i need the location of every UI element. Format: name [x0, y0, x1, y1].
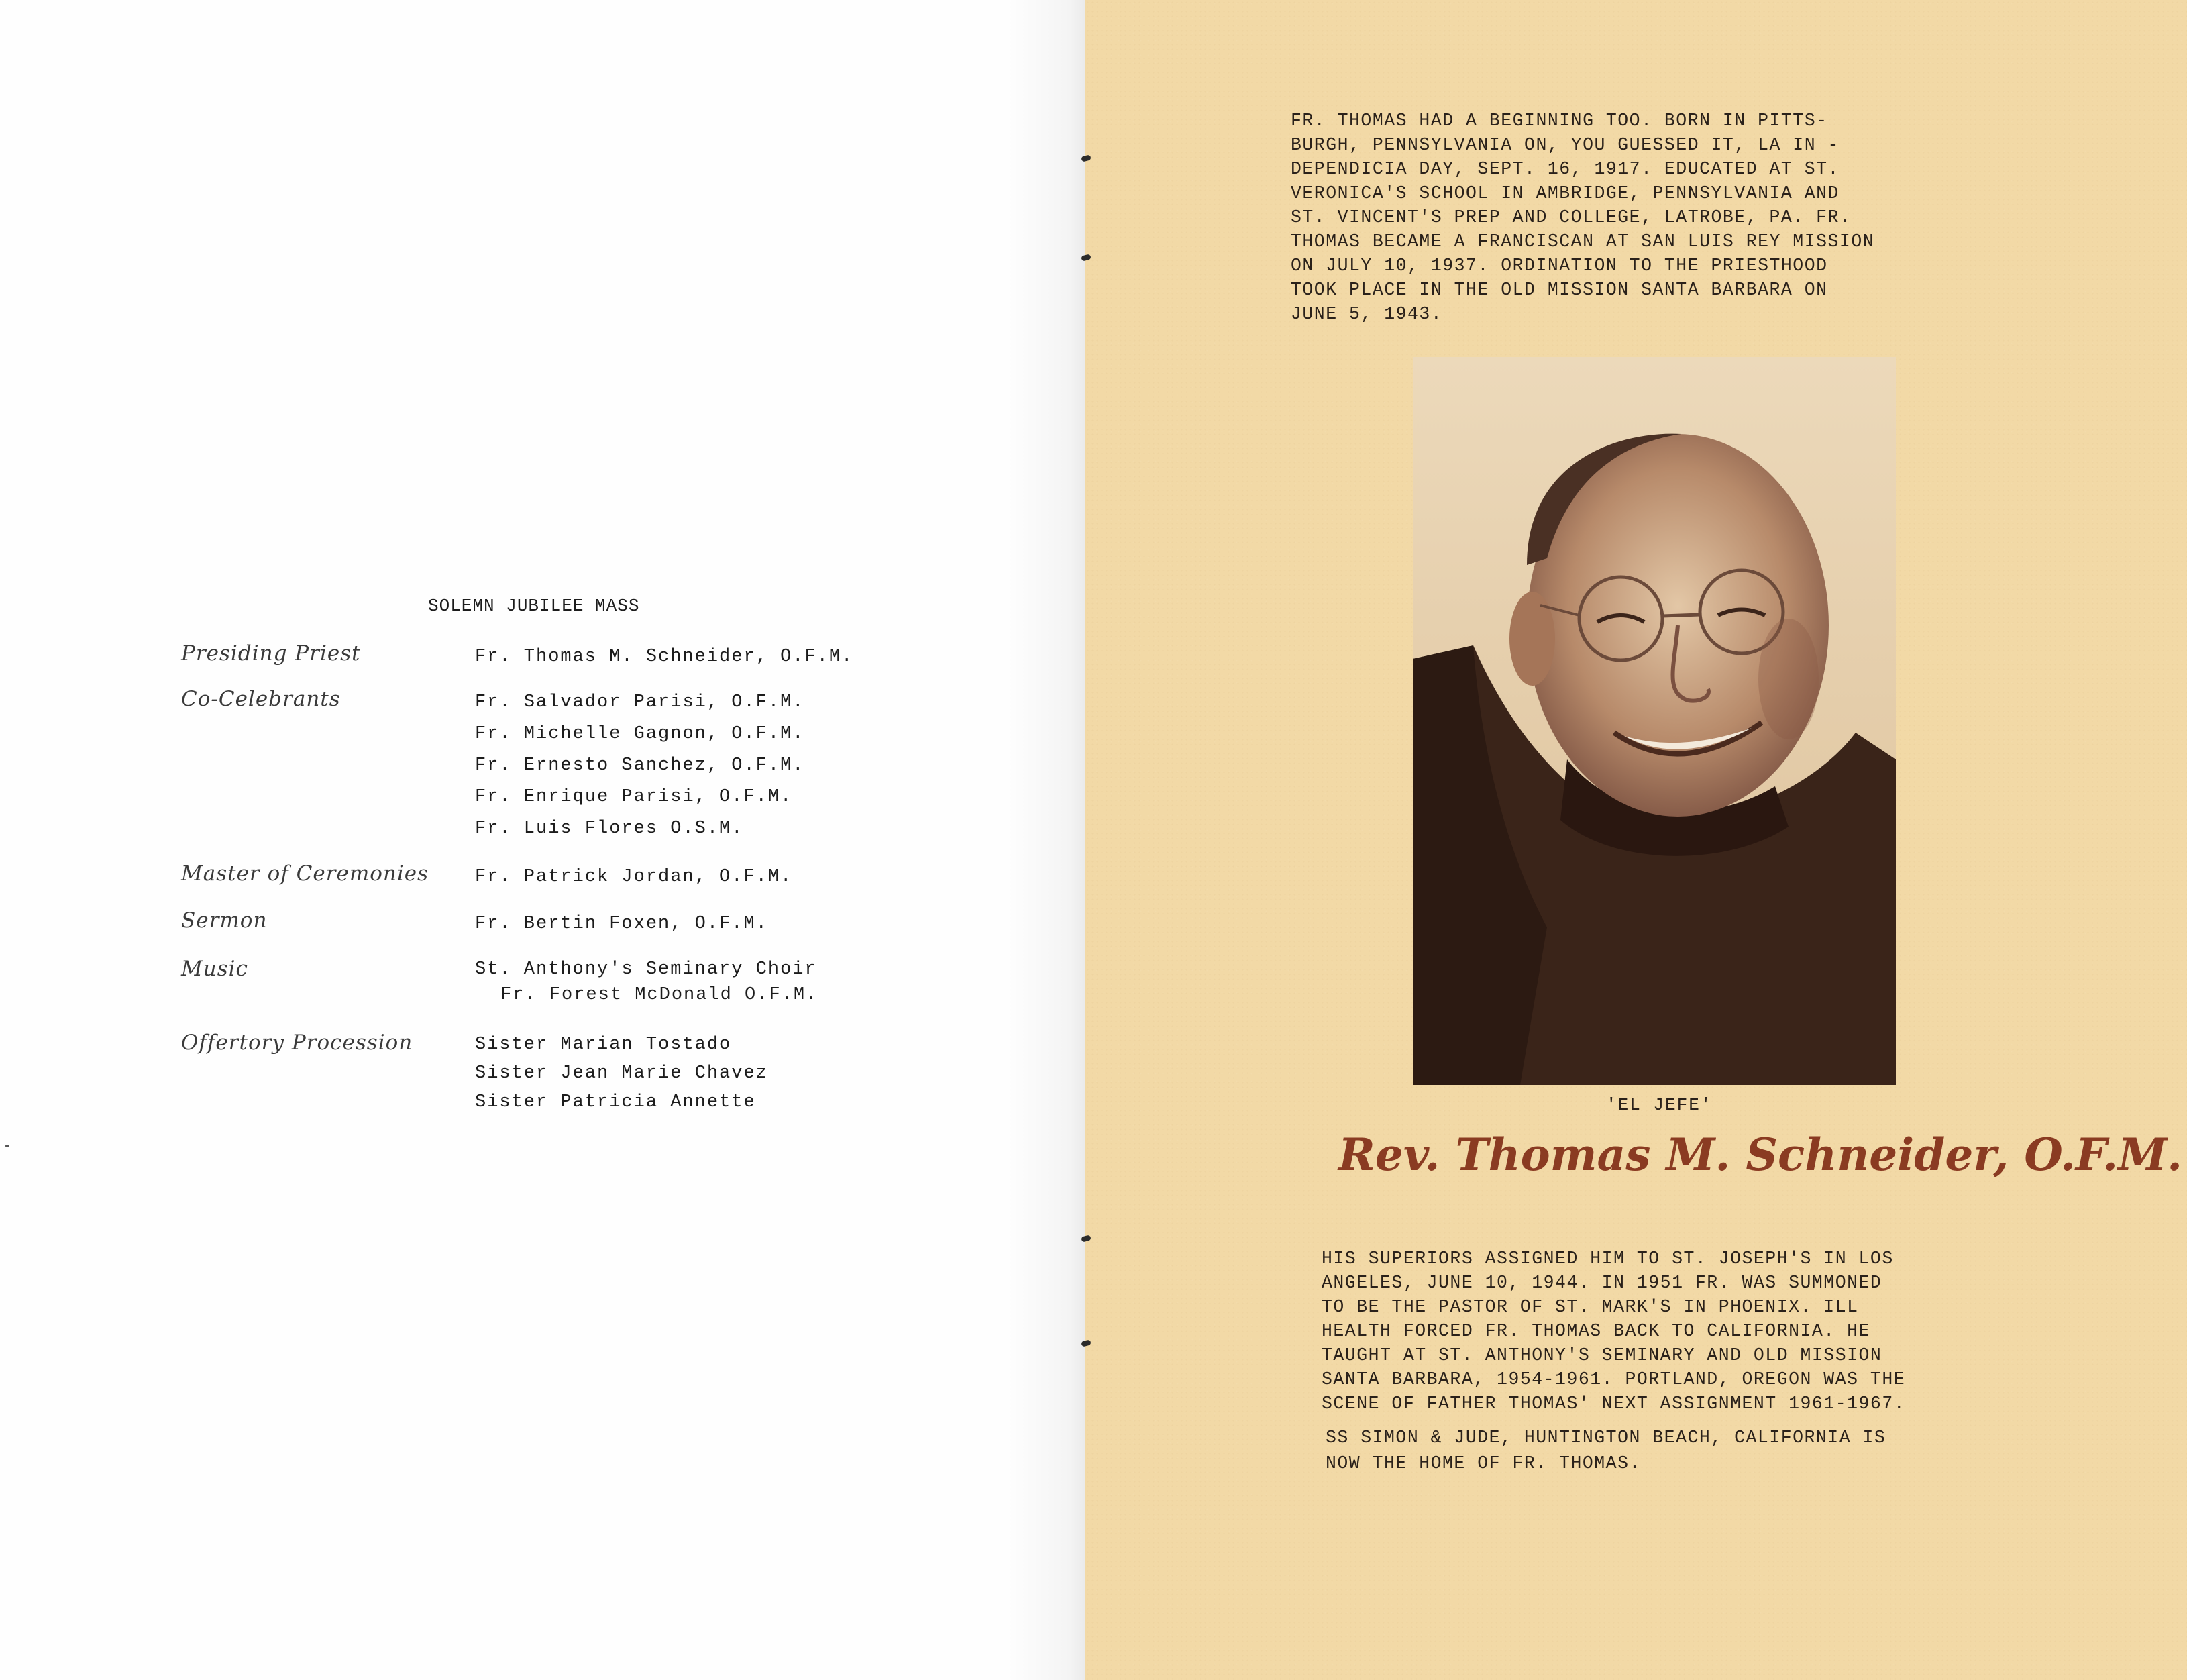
portrait-illustration: [1413, 357, 1896, 1085]
photo-caption: 'EL JEFE': [1606, 1095, 1713, 1115]
mass-title: SOLEMN JUBILEE MASS: [428, 596, 640, 616]
program-name: Fr. Luis Flores O.S.M.: [475, 819, 744, 839]
program-name: Fr. Michelle Gagnon, O.F.M.: [475, 724, 805, 744]
gutter-shadow: [1006, 0, 1085, 1680]
program-names: [475, 1031, 768, 1117]
biography-assignments: HIS SUPERIORS ASSIGNED HIM TO ST. JOSEPH'S IN LOS ANGELES, JUNE 10, 1944. IN 1951 FR. WAS SUMMONED TO BE THE PASTOR OF ST. MARK'S IN PHOENIX. ILL HEALTH FORCED FR. THOMAS BACK TO CALIFORNIA. HE TAUGHT AT ST. ANTHONY'S SEMINARY AND OLD MISSION SANTA BARBARA, 1954-1961. PORTLAND, OREGON WAS THE SCENE OF FATHER THOMAS' NEXT ASSIGNMENT 1961-1967.: [1322, 1249, 1906, 1414]
biography-intro: FR. THOMAS HAD A BEGINNING TOO. BORN IN PITTS- BURGH, PENNSYLVANIA ON, YOU GUESSED IT, LA IN - DEPENDICIA DAY, SEPT. 16, 1917. EDUCATED AT ST. VERONICA'S SCHOOL IN AMBRIDGE, PENNSYLVANIA AND ST. VINCENT'S PREP AND COLLEGE, LATROBE, PA. FR. THOMAS BECAME A FRANCISCAN AT SAN LUIS REY MISSION ON JULY 10, 1937. ORDINATION TO THE PRIESTHOOD TOOK PLACE IN THE OLD MISSION SANTA BARBARA ON JUNE 5, 1943.: [1291, 111, 1875, 324]
program-name: Sister Patricia Annette: [475, 1092, 756, 1112]
program-names: [475, 957, 818, 1008]
signature: Rev. Thomas M. Schneider, O.F.M.: [1338, 1128, 2183, 1181]
program-name: Fr. Patrick Jordan, O.F.M.: [475, 867, 793, 887]
program-name: St. Anthony's Seminary Choir: [475, 959, 817, 980]
program-names: [475, 908, 768, 940]
biography-closing: SS SIMON & JUDE, HUNTINGTON BEACH, CALIFORNIA IS NOW THE HOME OF FR. THOMAS.: [1326, 1428, 1886, 1473]
program-role: Presiding Priest: [181, 641, 361, 666]
program-name: Sister Jean Marie Chavez: [475, 1063, 768, 1084]
program-name: Fr. Salvador Parisi, O.F.M.: [475, 692, 805, 713]
program-names: [475, 641, 853, 673]
program-name: Fr. Thomas M. Schneider, O.F.M.: [475, 647, 854, 667]
program-name: Fr. Ernesto Sanchez, O.F.M.: [475, 755, 805, 776]
program-name: Fr. Enrique Parisi, O.F.M.: [475, 787, 793, 807]
program-name: Fr. Forest McDonald O.F.M.: [500, 985, 818, 1005]
portrait-photo: [1413, 357, 1896, 1085]
program-role: Sermon: [181, 908, 268, 933]
program-role: Co-Celebrants: [181, 687, 341, 711]
program-role: Master of Ceremonies: [181, 861, 429, 886]
program-names: [475, 861, 792, 893]
program-name: Sister Marian Tostado: [475, 1035, 732, 1055]
program-role: Offertory Procession: [181, 1031, 413, 1055]
program-names: [475, 687, 804, 845]
program-name: Fr. Bertin Foxen, O.F.M.: [475, 914, 768, 934]
paper-speck: [5, 1145, 9, 1147]
program-role: Music: [181, 957, 248, 981]
